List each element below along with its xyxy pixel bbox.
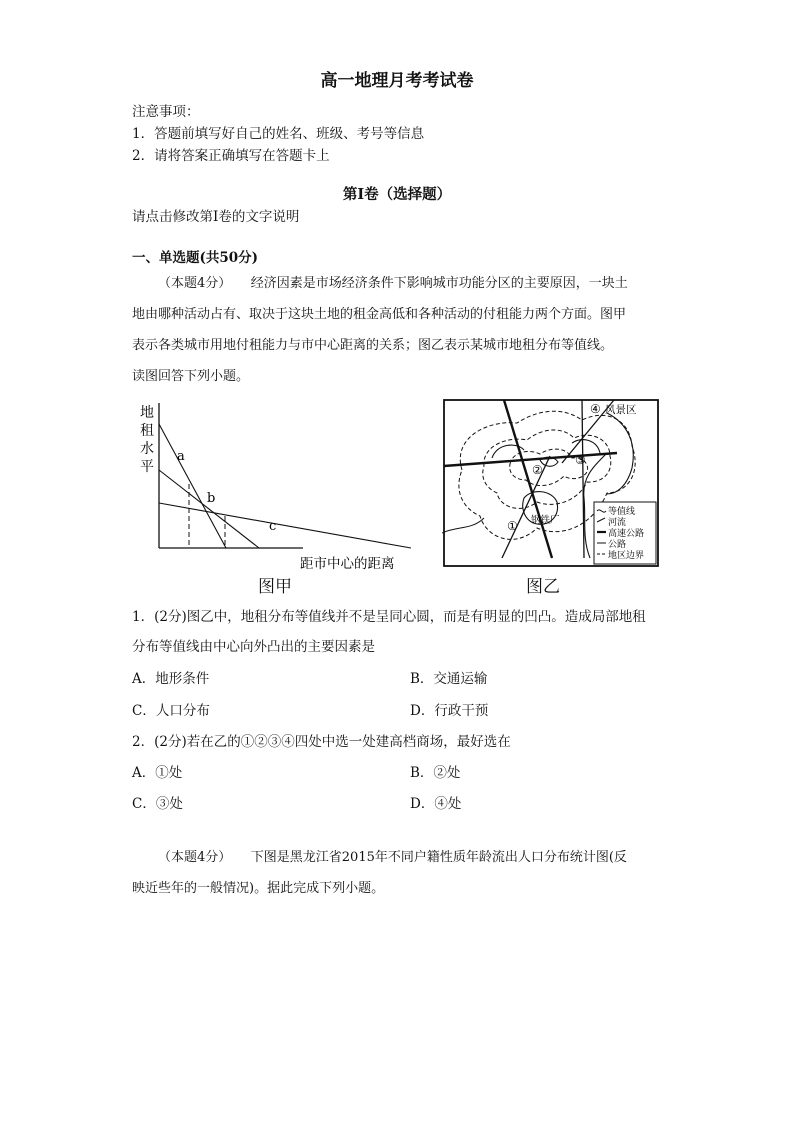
q2-option-d[interactable]: D．④处 (410, 796, 462, 812)
q1-stem-line-1: 1．(2分)图乙中，地租分布等值线并不是呈同心圆，而是有明显的凹凸。造成局部地租 (132, 609, 646, 625)
q2-stem: 2．(2分)若在乙的①②③④四处中选一处建高档商场，最好选在 (132, 734, 511, 750)
scenic-area-label: 风景区 (605, 404, 637, 416)
q1-stem-line-2: 分布等值线由中心向外凸出的主要因素是 (132, 639, 375, 655)
section-description[interactable]: 请点击修改第I卷的文字说明 (132, 209, 300, 225)
steel-plant-label: 钢铁厂 (531, 515, 560, 526)
line-b-label: b (207, 491, 216, 506)
part-heading: 一、单选题(共50分) (132, 250, 259, 266)
x-axis-label: 距市中心的距离 (300, 556, 395, 572)
legend-boundary: 地区边界 (608, 551, 645, 561)
block1-line-4: 读图回答下列小题。 (132, 369, 250, 384)
notice-heading: 注意事项： (132, 104, 200, 120)
legend-river: 河流 (608, 518, 627, 528)
q1-option-c[interactable]: C．人口分布 (132, 703, 210, 719)
place-3: ③ (575, 453, 586, 467)
legend-road: 公路 (608, 540, 627, 550)
line-b (159, 470, 259, 548)
question-block-2 (132, 842, 662, 904)
legend-highway: 高速公路 (608, 529, 645, 539)
figure-jia-caption: 图甲 (258, 577, 292, 597)
line-a-label: a (177, 449, 185, 464)
line-c (159, 503, 411, 548)
y-label-char-2: 租 (140, 423, 154, 439)
y-label-char-3: 水 (140, 441, 154, 457)
q2-option-a[interactable]: A．①处 (132, 765, 183, 781)
block2-line-1: （本题4分） 下图是黑龙江省2015年不同户籍性质年龄流出人口分布统计图(反 (158, 850, 627, 865)
question-block-1 (132, 268, 662, 392)
y-label-char-1: 地 (140, 405, 154, 421)
place-1: ① (507, 519, 518, 533)
figure-jia (128, 398, 428, 573)
line-a (159, 424, 226, 548)
page-title: 高一地理月考考试卷 (320, 71, 474, 91)
block1-line-1: （本题4分） 经济因素是市场经济条件下影响城市功能分区的主要原因，一块土 (158, 276, 628, 291)
notice-item-2: 2．请将答案正确填写在答题卡上 (132, 148, 330, 164)
section-title: 第I卷（选择题） (342, 186, 452, 203)
notice-item-1: 1．答题前填写好自己的姓名、班级、考号等信息 (132, 126, 425, 142)
block1-line-2: 地由哪种活动占有、取决于这块土地的租金高低和各种活动的付租能力两个方面。图甲 (132, 307, 627, 322)
q1-option-b[interactable]: B．交通运输 (410, 671, 488, 687)
block1-line-3: 表示各类城市用地付租能力与市中心距离的关系；图乙表示某城市地租分布等值线。 (132, 338, 614, 353)
block2-line-2: 映近些年的一般情况)。据此完成下列小题。 (132, 881, 385, 896)
figure-yi (442, 398, 660, 568)
map-legend (594, 502, 656, 564)
legend-contour: 等值线 (608, 507, 636, 517)
y-label-char-4: 平 (140, 459, 154, 475)
q1-option-d[interactable]: D．行政干预 (410, 703, 489, 719)
q2-option-b[interactable]: B．②处 (410, 765, 461, 781)
line-c-label: c (269, 519, 277, 534)
place-4: ④ (590, 402, 601, 416)
place-2: ② (532, 463, 543, 477)
q2-option-c[interactable]: C．③处 (132, 796, 183, 812)
figure-yi-caption: 图乙 (526, 577, 560, 597)
q1-option-a[interactable]: A．地形条件 (132, 671, 210, 687)
